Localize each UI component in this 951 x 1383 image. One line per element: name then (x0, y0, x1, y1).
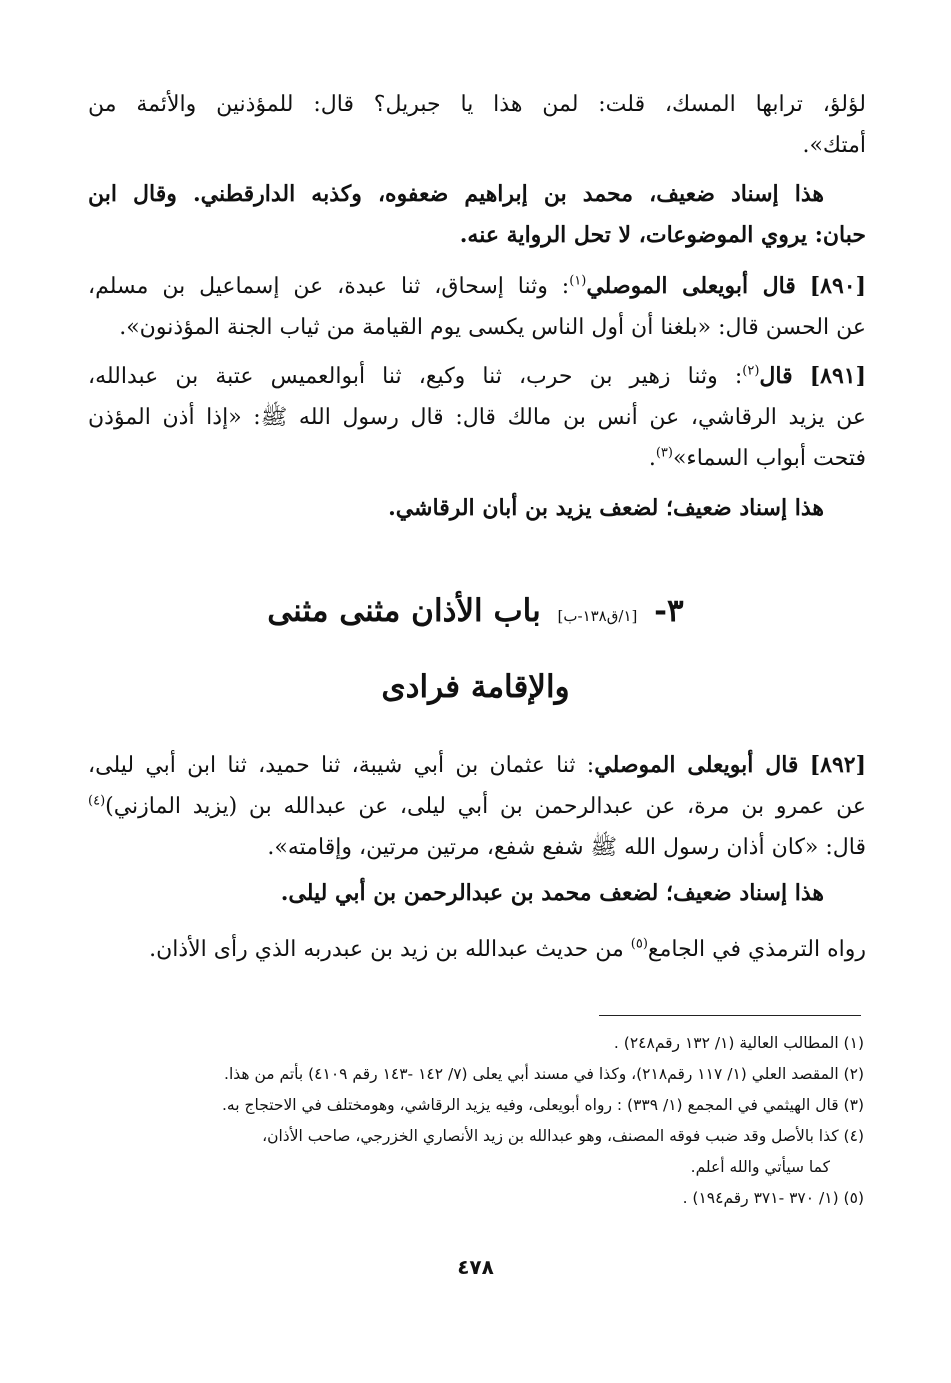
hadith-892 (88, 745, 866, 868)
narrator-name: قال أبويعلى الموصلي (586, 273, 796, 299)
hadith-number: [٨٩٠] (809, 273, 866, 299)
footnote-ref: (١) (569, 273, 587, 289)
narrator-name: قال أبويعلى الموصلي (594, 752, 799, 778)
text-line (88, 929, 866, 970)
isnad-grading (88, 873, 866, 914)
text-line: هذا إسناد ضعيف؛ لضعف يزيد بن أبان الرقاشي. (388, 495, 824, 521)
text-line: أمتك». (802, 133, 866, 158)
text-span: من حديث عبدالله بن زيد بن عبدربه الذي رأى الأذان. (149, 937, 631, 962)
text-span: : وثنا زهير بن حرب، ثنا وكيع، ثنا أبوالعميس عتبة بن عبدالله، (88, 364, 743, 389)
isnad-grading (88, 488, 866, 529)
text-line (88, 786, 866, 827)
footnote-4-continuation: كما سيأتي والله أعلم. (690, 1158, 830, 1176)
text-span: : ثنا عثمان بن أبي شيبة، ثنا حميد، ثنا ابن أبي ليلى، (88, 753, 595, 778)
text-line (88, 356, 866, 397)
page-number: ٤٧٨ (457, 1255, 494, 1279)
footnotes (88, 1028, 864, 1214)
text-span: . (648, 446, 656, 471)
text-line (88, 266, 866, 307)
footnote-ref: (٢) (742, 363, 760, 379)
text-line: لؤلؤ، ترابها المسك، قلت: لمن هذا يا جبريل؟ قال: للمؤذنين والأئمة من (88, 92, 866, 117)
chapter-heading (0, 588, 951, 639)
hadith-number: [٨٩٢] (809, 752, 866, 778)
narrator-name: قال (759, 363, 793, 389)
text-span: فتحت أبواب السماء» (672, 446, 866, 471)
footnote-3: (٣) قال الهيثمي في المجمع (١/ ٣٣٩) : رواه أبويعلى، وفيه يزيد الرقاشي، وهومختلف في الاحتجاج به. (221, 1096, 864, 1114)
hadith-number: [٨٩١] (809, 363, 866, 389)
isnad-grading (88, 174, 866, 256)
footnote-separator (599, 1015, 861, 1016)
footnote-5: (٥) (١/ ٣٧٠ -٣٧١ رقم١٩٤) . (682, 1189, 864, 1207)
manuscript-reference: [١/ق١٣٨-ب] (557, 607, 638, 625)
chapter-heading-line-2 (0, 664, 951, 710)
text-line: عن يزيد الرقاشي، عن أنس بن مالك قال: قال رسول الله ﷺ: «إذا أذن المؤذن (88, 405, 866, 430)
footnote-ref: (٥) (630, 936, 648, 952)
text-line: حبان: يروي الموضوعات، لا تحل الرواية عنه. (459, 222, 866, 248)
hadith-text-continuation (88, 84, 866, 166)
chapter-number: ٣- (654, 593, 684, 629)
text-line (88, 745, 866, 786)
chapter-title-line-1: باب الأذان مثنى مثنى (267, 593, 541, 629)
footnote-2: (٢) المقصد العلي (١/ ١١٧ رقم٢١٨)، وكذا في مسند أبي يعلى (٧/ ١٤٢ -١٤٣ رقم ٤١٠٩) بأتم من هذا. (224, 1065, 864, 1083)
text-line: هذا إسناد ضعيف؛ لضعف محمد بن عبدالرحمن بن أبي ليلى. (280, 880, 824, 906)
text-span: رواه الترمذي في الجامع (647, 937, 866, 962)
footnote-4: (٤) كذا بالأصل وقد ضبب فوقه المصنف، وهو عبدالله بن زيد الأنصاري الخزرجي، صاحب الأذان، (262, 1127, 864, 1145)
text-line: قال: «كان أذان رسول الله ﷺ شفع شفع، مرتين مرتين، وإقامته». (267, 835, 866, 860)
hadith-891 (88, 356, 866, 479)
text-span: عن عمرو بن مرة، عن عبدالرحمن بن أبي ليلى، عن عبدالله بن (يزيد المازني) (105, 794, 866, 819)
chapter-title-line-2: والإقامة فرادى (381, 669, 570, 705)
footnote-1: (١) المطالب العالية (١/ ١٣٢ رقم٢٤٨) . (613, 1034, 864, 1052)
hadith-890 (88, 266, 866, 348)
text-line (88, 438, 866, 479)
text-line: هذا إسناد ضعيف، محمد بن إبراهيم ضعفوه، وكذبه الدارقطني. وقال ابن (88, 181, 824, 207)
footnote-ref: (٤) (88, 793, 106, 809)
text-line: عن الحسن قال: «بلغنا أن أول الناس يكسى يوم القيامة من ثياب الجنة المؤذنون». (119, 315, 866, 340)
takhrij-note (88, 929, 866, 970)
text-span: : وثنا إسحاق، ثنا عبدة، عن إسماعيل بن مسلم، (88, 274, 570, 299)
footnote-ref: (٣) (655, 445, 673, 461)
